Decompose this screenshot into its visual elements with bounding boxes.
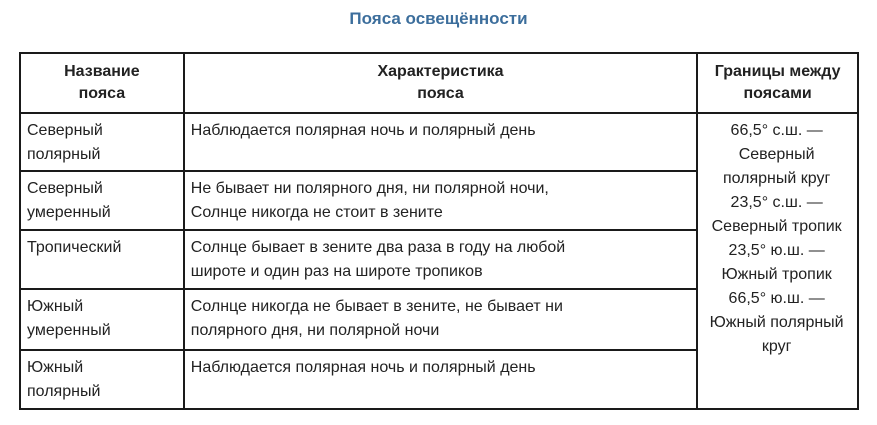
table-header-row <box>20 53 858 113</box>
page-title: Пояса освещённости <box>349 9 528 28</box>
zone-name-cell <box>20 171 184 230</box>
boundary-line: Южный тропик <box>721 266 832 283</box>
boundary-line: круг <box>761 338 792 355</box>
zone-characteristic-cell <box>184 350 697 409</box>
zone-name: Тропический <box>27 239 122 256</box>
zone-characteristic-cell <box>184 230 697 289</box>
zone-name-cell <box>20 113 184 171</box>
header-zone-boundaries-label: Границы между поясами <box>714 63 841 102</box>
boundary-line: Южный полярный <box>709 314 844 331</box>
zone-characteristic: Наблюдается полярная ночь и полярный день <box>190 359 536 376</box>
zone-characteristic: Наблюдается полярная ночь и полярный день <box>190 122 536 139</box>
table-row <box>20 113 858 171</box>
zone-characteristic: Солнце никогда не бывает в зените, не бывает ни полярного дня, ни полярной ночи <box>190 298 563 339</box>
header-zone-boundaries <box>697 53 858 113</box>
header-zone-name-label: Название пояса <box>64 63 140 102</box>
boundary-line: полярный круг <box>722 170 831 187</box>
boundary-line: 23,5° ю.ш. — <box>728 242 825 259</box>
illumination-zones-table <box>19 52 859 410</box>
header-zone-characteristic <box>184 53 697 113</box>
boundary-line: 23,5° с.ш. — <box>730 194 823 211</box>
zone-name-cell <box>20 350 184 409</box>
zone-characteristic: Не бывает ни полярного дня, ни полярной ночи, Солнце никогда не стоит в зените <box>190 180 549 221</box>
boundary-line: Северный тропик <box>711 218 842 235</box>
zone-name: Южный полярный <box>27 359 101 400</box>
zone-name-cell <box>20 230 184 289</box>
zone-characteristic: Солнце бывает в зените два раза в году на любой широте и один раз на широте тропиков <box>190 239 566 280</box>
zone-characteristic-cell <box>184 171 697 230</box>
zone-characteristic-cell <box>184 289 697 350</box>
zone-name: Северный полярный <box>27 122 103 163</box>
header-zone-characteristic-label: Характеристика пояса <box>377 63 504 102</box>
boundary-line: 66,5° с.ш. — <box>730 122 823 139</box>
zone-name-cell <box>20 289 184 350</box>
zone-characteristic-cell <box>184 113 697 171</box>
zone-name: Северный умеренный <box>27 180 111 221</box>
boundary-line: Северный <box>738 146 815 163</box>
boundary-line: 66,5° ю.ш. — <box>728 290 825 307</box>
zone-name: Южный умеренный <box>27 298 111 339</box>
zone-boundaries-cell <box>697 113 858 409</box>
header-zone-name <box>20 53 184 113</box>
